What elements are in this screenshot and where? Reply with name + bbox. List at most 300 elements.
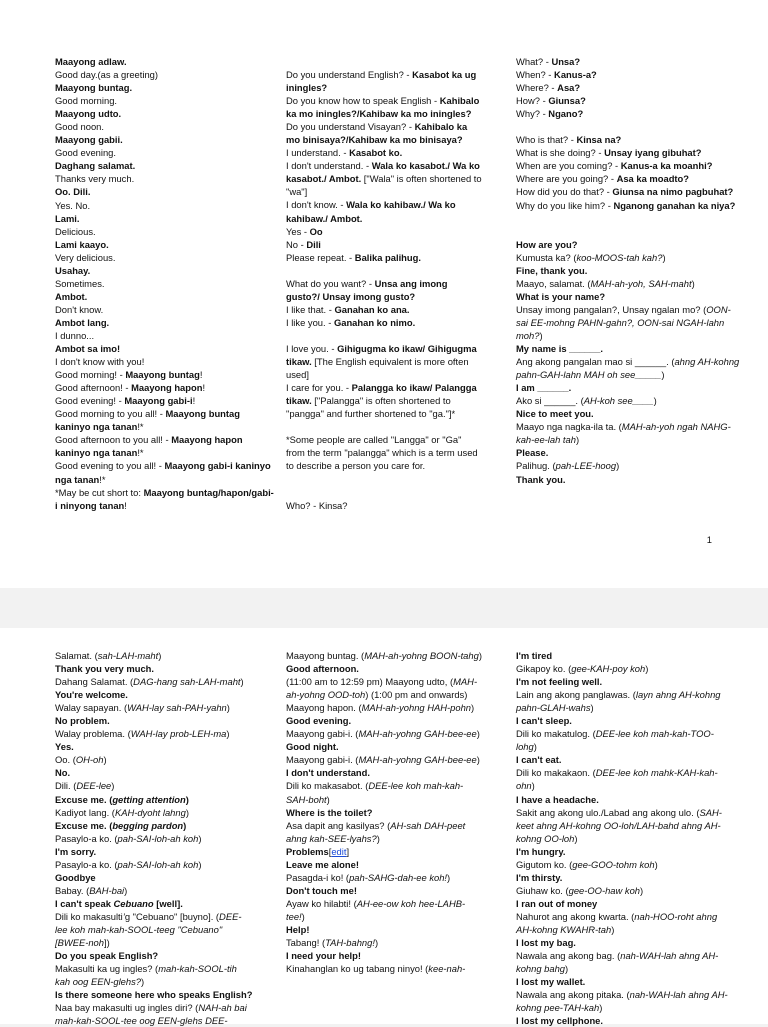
text-line (55, 433, 275, 459)
phrase-text: No - (286, 238, 307, 250)
phrase-bold: Kinsa na? (576, 134, 622, 146)
text-line (55, 381, 275, 394)
phrase-text: ) (226, 702, 230, 714)
phrase-bold: Leave me alone! (286, 858, 359, 870)
phrase-text: ) (198, 832, 202, 844)
phrase-text: ) (653, 395, 657, 407)
text-line (55, 949, 253, 962)
phrase-text: Maayong gabi-i. ( (286, 728, 359, 740)
phrase-text: ) (141, 976, 145, 988)
phrase-text: Dili. ( (55, 780, 77, 792)
pronunciation: gee-OO-haw koh (568, 884, 641, 896)
phrase-bold: Maayong adlaw. (55, 56, 127, 67)
text-line (55, 701, 253, 714)
phrase-text: Very delicious. (55, 251, 116, 263)
phrase-text: Good noon. (55, 121, 104, 133)
text-line (516, 133, 742, 146)
phrase-text: How did you do that? - (516, 186, 613, 198)
phrase-bold: Thank you very much. (55, 663, 154, 675)
phrase-text: ) (447, 871, 451, 883)
phrase-bold: Maayong gabi-i kaninyo nga tanan (55, 460, 271, 485)
pronunciation: nah-WAH-lah ahng AH-kohng pee-TAH-kah (516, 989, 728, 1014)
phrase-text: Kumusta ka? ( (516, 251, 577, 263)
phrase-text: Good evening! - (55, 395, 125, 407)
phrase-text: [The English equivalent is more often used] (286, 356, 469, 381)
text-line (55, 368, 275, 381)
text-line (516, 1014, 732, 1027)
text-line (286, 198, 482, 224)
phrase-text: Do you understand Visayan? - (286, 121, 415, 133)
phrase-text: What? - (516, 56, 552, 67)
text-line (286, 897, 482, 923)
pronunciation: MAH-ah-yohng HAH-pohn (361, 702, 472, 714)
phrase-bold: Help! (286, 923, 310, 935)
text-line (55, 212, 275, 225)
text-line (516, 988, 732, 1014)
text-line (55, 107, 275, 120)
phrase-bold: Yes. (55, 741, 74, 753)
phrase-text: ) (185, 806, 189, 818)
pronunciation: NAH-ah bai mah-kah-SOOL-tee oog EEN-glehs DEE- (55, 1002, 247, 1027)
phrase-bold: Ngano? (548, 108, 584, 120)
pronunciation: pah-LEE-hoog (555, 460, 617, 472)
text-line (55, 845, 253, 858)
phrase-text: Good morning. (55, 95, 118, 107)
phrase-bold: Maayong gabii. (55, 134, 123, 146)
phrase-text: ) (533, 741, 537, 753)
text-line (55, 159, 275, 172)
phrase-bold: Excuse me. ( (55, 793, 113, 805)
text-line (286, 68, 482, 94)
text-line (55, 185, 275, 198)
blank-line (286, 486, 482, 499)
phrase-text: Pasaylo-a ko. ( (55, 858, 118, 870)
phrase-bold: Lami kaayo. (55, 238, 109, 250)
phrase-bold: Unsay iyang gibuhat? (604, 147, 702, 159)
phrase-bold: Maayong udto. (55, 108, 122, 120)
phrase-text: Pasaylo-a ko. ( (55, 832, 118, 844)
text-line (286, 146, 482, 159)
phrase-text: Dahang Salamat. ( (55, 676, 134, 688)
text-line (55, 988, 253, 1001)
pronunciation: AH-ee-ow koh hee-LAHB-tee! (286, 897, 466, 922)
text-line (55, 649, 253, 662)
phrase-text: ) (590, 702, 594, 714)
text-line (516, 107, 742, 120)
text-line (516, 845, 732, 858)
text-line (516, 185, 742, 198)
text-line (286, 433, 482, 472)
phrase-text: ) (198, 858, 202, 870)
text-line (55, 277, 275, 290)
phrase-text: ) (374, 937, 379, 949)
text-line (286, 303, 482, 316)
text-line (55, 355, 275, 368)
phrase-text: What do you want? - (286, 277, 375, 289)
blank-line (286, 472, 482, 485)
phrase-text: ) (476, 728, 480, 740)
text-line (55, 1001, 253, 1027)
phrase-text: ) (326, 793, 330, 805)
pronunciation: koo-MOOS-tah kah? (576, 251, 663, 263)
phrase-text: Good afternoon to you all! - (55, 434, 172, 446)
text-line (516, 342, 742, 355)
text-line (516, 420, 742, 446)
document-page-2 (0, 628, 768, 1027)
phrase-text: Delicious. (55, 225, 96, 237)
phrase-text: I like you. - (286, 316, 334, 328)
phrase-bold: getting attention (112, 793, 186, 805)
phrase-bold: Fine, thank you. (516, 264, 588, 276)
phrase-text: !* (99, 473, 106, 485)
phrase-text: What is she doing? - (516, 147, 605, 159)
text-line (55, 251, 275, 264)
phrase-text: ) (124, 884, 128, 896)
phrase-text: How? - (516, 95, 549, 107)
text-line (516, 381, 742, 394)
text-line (516, 81, 742, 94)
text-line (516, 897, 732, 910)
phrase-bold: Kanus-a? (554, 69, 597, 81)
phrase-bold: Cebuano (113, 897, 154, 909)
phrase-text: Lain ang akong panglawas. ( (516, 689, 636, 701)
text-line (516, 172, 742, 185)
text-line (286, 766, 482, 779)
phrase-bold: Good evening. (286, 715, 352, 727)
pronunciation: sah-LAH-maht (97, 650, 159, 661)
phrase-bold: Goodbye (55, 871, 96, 883)
phrase-bold: begging pardon (112, 819, 184, 831)
text-line (55, 675, 253, 688)
text-line (55, 871, 253, 884)
phrase-text: I dunno... (55, 329, 95, 341)
text-line (55, 486, 275, 512)
phrase-bold: I can't eat. (516, 754, 562, 766)
text-line (55, 962, 253, 988)
page2-column-2 (286, 649, 482, 975)
phrase-text: ) (471, 702, 475, 714)
phrase-text: Ayaw ko hilabti! ( (286, 897, 357, 909)
phrase-bold: Do you speak English? (55, 950, 159, 962)
phrase-bold: Maayong gabi-i (124, 395, 193, 407)
text-line (286, 845, 482, 858)
text-line (55, 68, 275, 81)
phrase-bold: How are you? (516, 238, 578, 250)
phrase-bold: I am ______. (516, 382, 572, 394)
phrase-text: Sometimes. (55, 277, 105, 289)
phrase-text: Nahurot ang akong kwarta. ( (516, 910, 635, 922)
text-line (55, 55, 275, 68)
phrase-text: Dili ko makasulti (55, 910, 123, 922)
phrase-text: !* (137, 447, 144, 459)
text-line (55, 303, 275, 316)
phrase-text: I love you. - (286, 342, 338, 354)
text-line (516, 303, 742, 342)
text-line (516, 146, 742, 159)
text-line (286, 923, 482, 936)
phrase-text: Good evening to you all! - (55, 460, 165, 472)
text-line (55, 459, 275, 485)
phrase-bold: I have a headache. (516, 793, 599, 805)
phrase-text: Tabang! ( (286, 937, 326, 949)
phrase-text: [ (328, 845, 332, 857)
text-line (516, 355, 742, 381)
phrase-text: Asa dapit ang kasilyas? ( (286, 819, 391, 831)
phrase-text: Walay sapayan. ( (55, 702, 128, 714)
phrase-bold: Asa ka moadto? (616, 173, 689, 185)
phrase-text: Unsay imong pangalan?, Unsay ngalan mo? ( (516, 303, 707, 315)
phrase-text: Don't know. (55, 303, 104, 315)
pronunciation: ahng AH-kohng pahn-GAH-lahn MAH oh see_____ (516, 356, 740, 381)
text-line (55, 290, 275, 303)
pronunciation: TAH-bahng! (325, 937, 375, 949)
pronunciation: AH-koh see____ (583, 395, 654, 407)
pronunciation: OON-sai EE-mohng PAHN-gahn?, OON-sai NGAH-lahn moh? (516, 303, 731, 341)
text-line (286, 649, 482, 662)
text-line (516, 936, 732, 949)
text-line (55, 407, 275, 433)
text-line (55, 662, 253, 675)
phrase-bold: Where is the toilet? (286, 806, 373, 818)
phrase-text: ) (574, 832, 578, 844)
phrase-text: Ang akong pangalan mao si ______. ( (516, 356, 675, 368)
pronunciation: AH-sah DAH-peet ahng kah-SEE-lyahs? (286, 819, 466, 844)
text-line (286, 806, 482, 819)
pronunciation: ’ (122, 910, 125, 922)
phrase-text: ) (616, 460, 620, 472)
phrase-text: ) (478, 650, 482, 661)
pronunciation: pah-SAI-loh-ah koh (117, 832, 199, 844)
text-line (516, 251, 742, 264)
text-line (286, 238, 482, 251)
text-line (55, 910, 253, 949)
pronunciation: MAH-ah-yohng BOON-tahg (364, 650, 479, 661)
phrase-text: Nawala ang akong bag. ( (516, 950, 621, 962)
phrase-text: ) (611, 923, 615, 935)
phrase-bold: Lami. (55, 212, 80, 224)
pronunciation: nah-WAH-lah ahng AH-kohng bahg (516, 950, 719, 975)
text-line (286, 342, 482, 381)
text-line (516, 949, 732, 975)
phrase-bold: I can't speak (55, 897, 114, 909)
text-line (55, 225, 275, 238)
phrase-bold: I lost my bag. (516, 937, 576, 949)
text-line (55, 753, 253, 766)
phrase-bold: Wala ko kasabot./ Wa ko kasabot./ Ambot. (286, 160, 480, 185)
phrase-text: Thanks very much. (55, 173, 135, 185)
phrase-text: Maayong buntag. ( (286, 650, 365, 661)
pronunciation: WAH-lay prob-LEH-ma (130, 728, 227, 740)
phrase-text: Good evening. (55, 147, 116, 159)
phrase-text: Good morning to you all! - (55, 408, 166, 420)
phrase-text: Good afternoon! - (55, 382, 132, 394)
text-line (286, 936, 482, 949)
phrase-bold: Usahay. (55, 264, 91, 276)
text-line (516, 727, 732, 753)
phrase-bold: Don't touch me! (286, 884, 357, 896)
phrase-text: Maayo, salamat. ( (516, 277, 591, 289)
pronunciation: DEE-lee koh mahk-KAH-kah-ohn (516, 767, 718, 792)
phrase-text: I understand. - (286, 147, 350, 159)
blank-line (516, 120, 742, 133)
text-line (286, 316, 482, 329)
page-number: 1 (706, 534, 712, 545)
text-line (55, 146, 275, 159)
phrase-bold: Gihigugma ko ikaw/ Gihigugma tikaw. (286, 342, 477, 368)
blank-line (286, 329, 482, 342)
phrase-bold: Thank you. (516, 473, 566, 485)
text-line (55, 238, 275, 251)
phrase-bold: Kasabot ko. (349, 147, 403, 159)
phrase-text: ) (376, 832, 380, 844)
text-line (286, 949, 482, 962)
phrase-text: Nawala ang akong pitaka. ( (516, 989, 630, 1001)
phrase-bold: ) (183, 819, 187, 831)
text-line (55, 858, 253, 871)
phrase-text: Good day.(as a greeting) (55, 69, 159, 81)
text-line (286, 819, 482, 845)
phrase-bold: I need your help! (286, 950, 362, 962)
text-line (55, 81, 275, 94)
text-line (286, 727, 482, 740)
text-line (286, 871, 482, 884)
text-line (55, 884, 253, 897)
phrase-bold: Balika palihug. (354, 251, 421, 263)
phrase-text: ) (691, 277, 695, 289)
phrase-bold: Excuse me. ( (55, 819, 113, 831)
phrase-text: ["Palangga" is often shortened to "pangga" and further shortened to "ga."]* (286, 395, 456, 420)
text-line (55, 120, 275, 133)
text-line (55, 793, 253, 806)
phrase-bold: Oo (309, 225, 323, 237)
phrase-bold: Asa? (557, 82, 581, 94)
text-line (286, 277, 482, 303)
text-line (55, 897, 253, 910)
phrase-text: I don't know with you! (55, 356, 145, 368)
phrase-bold: [well]. (153, 897, 183, 909)
text-line (55, 342, 275, 355)
phrase-bold: Ganahan ko nimo. (333, 316, 416, 328)
phrase-text: Where? - (516, 82, 558, 94)
text-line (516, 884, 732, 897)
phrase-bold: Ambot sa imo! (55, 343, 121, 355)
text-line (516, 238, 742, 251)
phrase-text: *Some people are called "Langga" or "Ga" from the term "palangga" which is a term used to describe a person you care for. (286, 434, 478, 472)
phrase-bold: I don't understand. (286, 767, 370, 779)
text-line (516, 714, 732, 727)
phrase-text: ) (640, 884, 644, 896)
phrase-text: ) (301, 910, 305, 922)
text-line (516, 871, 732, 884)
edit-link[interactable]: edit (331, 845, 347, 857)
pronunciation: MAH-ah-yohng GAH-bee-ee (358, 754, 477, 766)
phrase-bold: Kanus-a ka moanhi? (620, 160, 713, 172)
phrase-bold: Good night. (286, 741, 339, 753)
pronunciation: layn ahng AH-kohng pahn-GLAH-wahs (516, 689, 721, 714)
pronunciation: mah-kah-SOOL-tih kah oog EEN-glehs? (55, 963, 237, 988)
text-line (516, 858, 732, 871)
phrase-bold: Nganong ganahan ka niya? (613, 199, 736, 211)
phrase-bold: Kahibalo ka mo binisaya?/Kahibaw ka mo binisaya? (286, 121, 468, 146)
phrase-text: I like that. - (286, 303, 335, 315)
phrase-bold: Maayong buntag kaninyo nga tanan (55, 408, 240, 433)
page1-column-1 (55, 55, 275, 512)
blank-line (516, 212, 742, 225)
phrase-text: ! (202, 382, 206, 394)
text-line (516, 94, 742, 107)
pronunciation: gee-GOO-tohm koh (572, 858, 655, 870)
page2-column-3 (516, 649, 732, 1027)
phrase-bold: Ambot lang. (55, 316, 110, 328)
phrase-text: Dili ko makatulog. ( (516, 728, 596, 740)
phrase-bold: Kahibalo ka mo iningles?/Kahibaw ka mo iningles? (286, 95, 480, 120)
pronunciation: pah-SAHG-dah-ee koh! (349, 871, 448, 883)
pronunciation: WAH-lay sah-PAH-yahn (127, 702, 227, 714)
phrase-text: Who? - Kinsa? (286, 499, 348, 511)
text-line (55, 394, 275, 407)
text-line (286, 753, 482, 766)
phrase-text: Where are you going? - (516, 173, 617, 185)
text-line (286, 662, 482, 675)
text-line (286, 381, 482, 420)
pronunciation: KAH-dyoht lahng (114, 806, 186, 818)
phrase-bold: Oo. Dili. (55, 186, 91, 198)
phrase-text: I don't know. - (286, 199, 347, 211)
phrase-text: ) (476, 754, 480, 766)
phrase-bold: What is your name? (516, 290, 606, 302)
phrase-bold: Is there someone here who speaks English? (55, 989, 253, 1001)
page1-column-2 (286, 68, 482, 512)
pronunciation: SAH-keet ahng AH-kohng OO-loh/LAH-bahd ahng AH-kohng OO-loh (516, 806, 722, 844)
text-line (516, 264, 742, 277)
phrase-text: ) (662, 251, 666, 263)
text-line (55, 740, 253, 753)
text-line (516, 68, 742, 81)
text-line (55, 172, 275, 185)
phrase-text: ) (158, 650, 162, 661)
text-line (286, 159, 482, 198)
phrase-text: Dili ko makakaon. ( (516, 767, 596, 779)
text-line (286, 675, 482, 714)
text-line (516, 753, 732, 766)
text-line (286, 251, 482, 264)
text-line (55, 316, 275, 329)
pronunciation: kee-nah- (428, 963, 466, 975)
text-line (286, 779, 482, 805)
phrase-text: Giuhaw ko. ( (516, 884, 569, 896)
phrase-text: I don't understand. - (286, 160, 372, 172)
text-line (516, 649, 732, 662)
phrase-bold: I ran out of money (516, 897, 598, 909)
pronunciation: DEE-lee koh mah-kah-SAH-boht (286, 780, 464, 805)
text-line (516, 975, 732, 988)
phrase-bold: Ganahan ko ana. (334, 303, 410, 315)
phrase-text: Babay. ( (55, 884, 90, 896)
phrase-text: Ako si ______. ( (516, 395, 584, 407)
text-line (286, 858, 482, 871)
text-line (286, 94, 482, 120)
phrase-text: Oo. ( (55, 754, 76, 766)
phrase-bold: I'm not feeling well. (516, 676, 603, 688)
phrase-bold: I'm sorry. (55, 845, 97, 857)
phrase-bold: Kasabot ka ug iningles? (286, 69, 477, 94)
phrase-text: Yes - (286, 225, 310, 237)
phrase-bold: Maayong hapon (131, 382, 203, 394)
pronunciation: DAG-hang sah-LAH-maht (133, 676, 241, 688)
phrase-text: Good morning! - (55, 369, 126, 381)
pronunciation: pah-SAI-loh-ah koh (117, 858, 199, 870)
phrase-text: ) (661, 369, 665, 381)
